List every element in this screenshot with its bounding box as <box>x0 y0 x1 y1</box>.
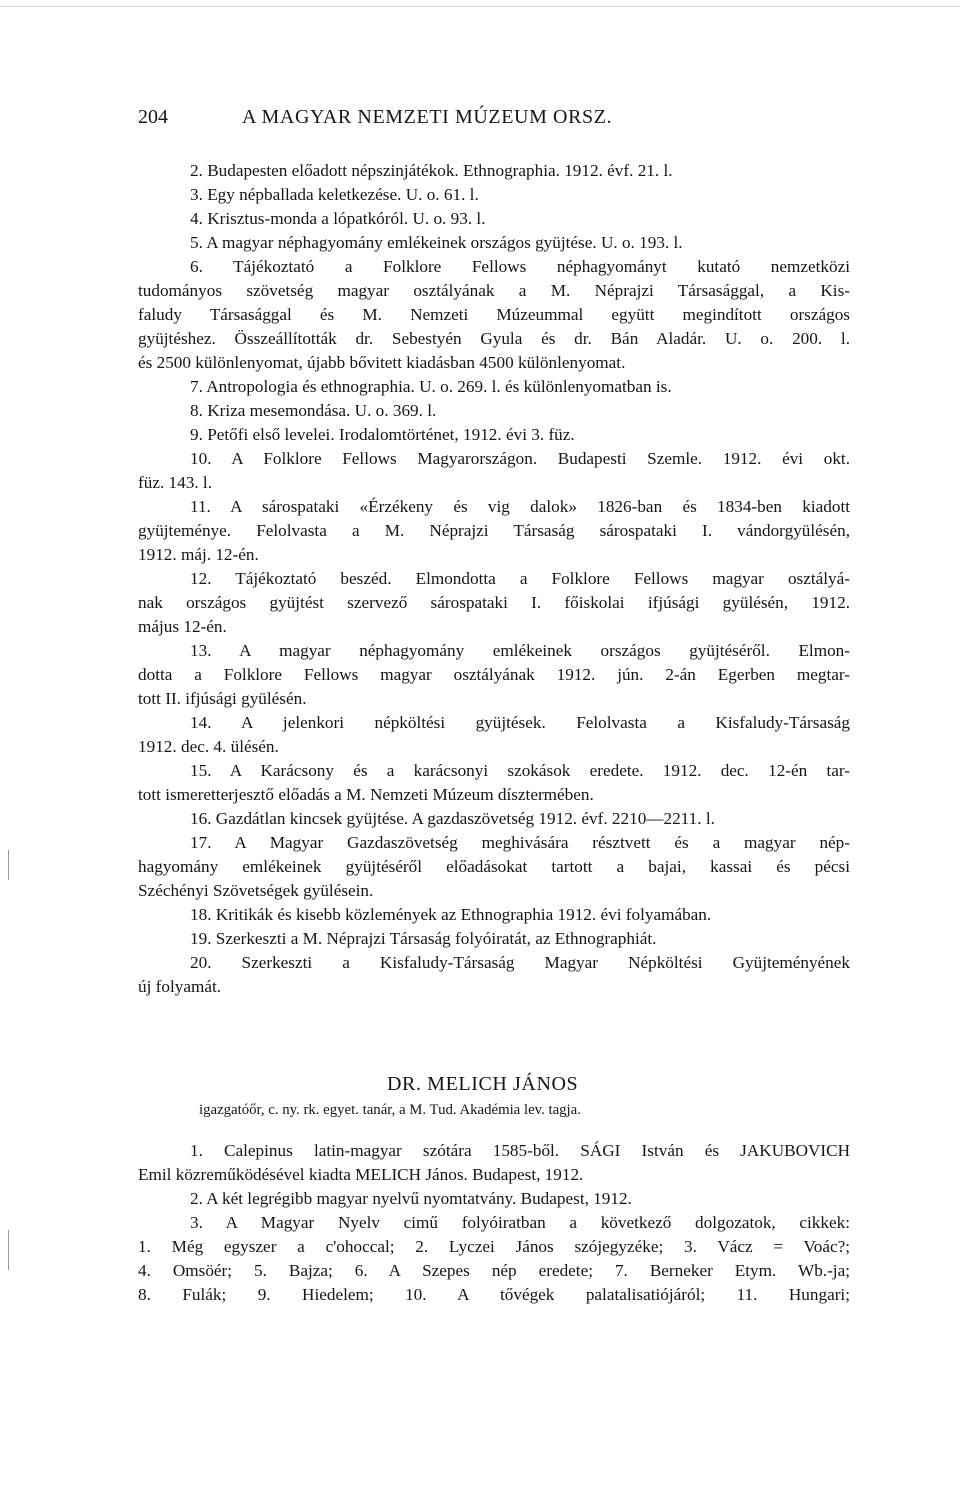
list-item-continuation: faludy Társasággal és M. Nemzeti Múzeummal együtt megindított országos <box>138 305 850 324</box>
list-item-continuation: 1912. máj. 12-én. <box>138 545 259 564</box>
author-heading: DR. MELICH JÁNOS <box>387 1073 579 1095</box>
running-header <box>138 106 850 136</box>
list-item: 17. A Magyar Gazdaszövetség meghivására résztvett és a magyar nép- <box>190 833 850 852</box>
list-item-continuation: 4. Omsöér; 5. Bajza; 6. A Szepes nép eredete; 7. Berneker Etym. Wb.-ja; <box>138 1261 850 1280</box>
list-item-continuation: 1. Még egyszer a c'ohoccal; 2. Lyczei János szójegyzéke; 3. Vácz = Voác?; <box>138 1237 850 1256</box>
page-number: 204 <box>138 106 168 128</box>
list-item-continuation: 1912. dec. 4. ülésén. <box>138 737 279 756</box>
list-item: 19. Szerkeszti a M. Néprajzi Társaság folyóiratát, az Ethnographiát. <box>190 929 657 948</box>
list-item: 7. Antropologia és ethnographia. U. o. 269. l. és különlenyomatban is. <box>190 377 672 396</box>
list-item-continuation: 8. Fulák; 9. Hiedelem; 10. A tővégek palatalisatiójáról; 11. Hungari; <box>138 1285 850 1304</box>
list-item: 13. A magyar néphagyomány emlékeinek országos gyüjtéséről. Elmon- <box>190 641 850 660</box>
list-item-continuation: és 2500 különlenyomat, újabb bővitett kiadásban 4500 különlenyomat. <box>138 353 626 372</box>
list-item: 2. Budapesten előadott népszinjátékok. Ethnographia. 1912. évf. 21. l. <box>190 161 673 180</box>
page-top-edge <box>0 0 960 7</box>
list-item-continuation: tudományos szövetség magyar osztályának a M. Néprajzi Társasággal, a Kis- <box>138 281 850 300</box>
list-item-continuation: új folyamát. <box>138 977 222 996</box>
list-item: 10. A Folklore Fellows Magyarországon. Budapesti Szemle. 1912. évi okt. <box>190 449 850 468</box>
list-item: 1. Calepinus latin-magyar szótára 1585-ből. SÁGI István és JAKUBOVICH <box>190 1141 850 1160</box>
list-item-continuation: Emil közreműködésével kiadta MELICH János. Budapest, 1912. <box>138 1165 584 1184</box>
list-item-continuation: gyüjtéshez. Összeállították dr. Sebestyén Gyula és dr. Bán Aladár. U. o. 200. l. <box>138 329 850 348</box>
list-item: 9. Petőfi első levelei. Irodalomtörténet, 1912. évi 3. füz. <box>190 425 575 444</box>
list-item: 16. Gazdátlan kincsek gyüjtése. A gazdaszövetség 1912. évf. 2210—2211. l. <box>190 809 715 828</box>
list-item: 3. Egy népballada keletkezése. U. o. 61. l. <box>190 185 479 204</box>
list-item-continuation: tott II. ifjúsági gyülésén. <box>138 689 307 708</box>
list-item-continuation: dotta a Folklore Fellows magyar osztályának 1912. jún. 2-án Egerben megtar- <box>138 665 850 684</box>
list-item-continuation: május 12-én. <box>138 617 227 636</box>
author-affiliation: igazgatóőr, c. ny. rk. egyet. tanár, a M. Tud. Akadémia lev. tagja. <box>199 1102 581 1118</box>
list-item-continuation: tott ismeretterjesztő előadás a M. Nemzeti Múzeum dísztermében. <box>138 785 594 804</box>
running-title: A MAGYAR NEMZETI MÚZEUM ORSZ. <box>242 106 613 128</box>
list-item-continuation: nak országos gyüjtést szervező sárospataki I. főiskolai ifjúsági gyülésén, 1912. <box>138 593 850 612</box>
list-item: 12. Tájékoztató beszéd. Elmondotta a Folklore Fellows magyar osztályá- <box>190 569 850 588</box>
list-item: 18. Kritikák és kisebb közlemények az Ethnographia 1912. évi folyamában. <box>190 905 712 924</box>
list-item: 5. A magyar néphagyomány emlékeinek országos gyüjtése. U. o. 193. l. <box>190 233 683 252</box>
list-item-continuation: füz. 143. l. <box>138 473 212 492</box>
list-item-continuation: hagyomány emlékeinek gyüjtéséről előadásokat tartott a bajai, kassai és pécsi <box>138 857 850 876</box>
list-item: 6. Tájékoztató a Folklore Fellows néphagyományt kutató nemzetközi <box>190 257 850 276</box>
list-item-continuation: Széchényi Szövetségek gyülésein. <box>138 881 374 900</box>
list-item: 4. Krisztus-monda a lópatkóról. U. o. 93. l. <box>190 209 486 228</box>
margin-mark <box>8 1230 9 1270</box>
list-item: 15. A Karácsony és a karácsonyi szokások eredete. 1912. dec. 12-én tar- <box>190 761 850 780</box>
list-item: 2. A két legrégibb magyar nyelvű nyomtatvány. Budapest, 1912. <box>190 1189 632 1208</box>
list-item: 20. Szerkeszti a Kisfaludy-Társaság Magyar Népköltési Gyüjteményének <box>190 953 850 972</box>
list-item: 14. A jelenkori népköltési gyüjtések. Felolvasta a Kisfaludy-Társaság <box>190 713 850 732</box>
list-item: 8. Kriza mesemondása. U. o. 369. l. <box>190 401 437 420</box>
list-item: 3. A Magyar Nyelv cimű folyóiratban a következő dolgozatok, cikkek: <box>190 1213 850 1232</box>
margin-mark <box>8 850 9 880</box>
list-item-continuation: gyüjteménye. Felolvasta a M. Néprajzi Társaság sárospataki I. vándorgyülésén, <box>138 521 850 540</box>
list-item: 11. A sárospataki «Érzékeny és vig dalok» 1826-ban és 1834-ben kiadott <box>190 497 850 516</box>
